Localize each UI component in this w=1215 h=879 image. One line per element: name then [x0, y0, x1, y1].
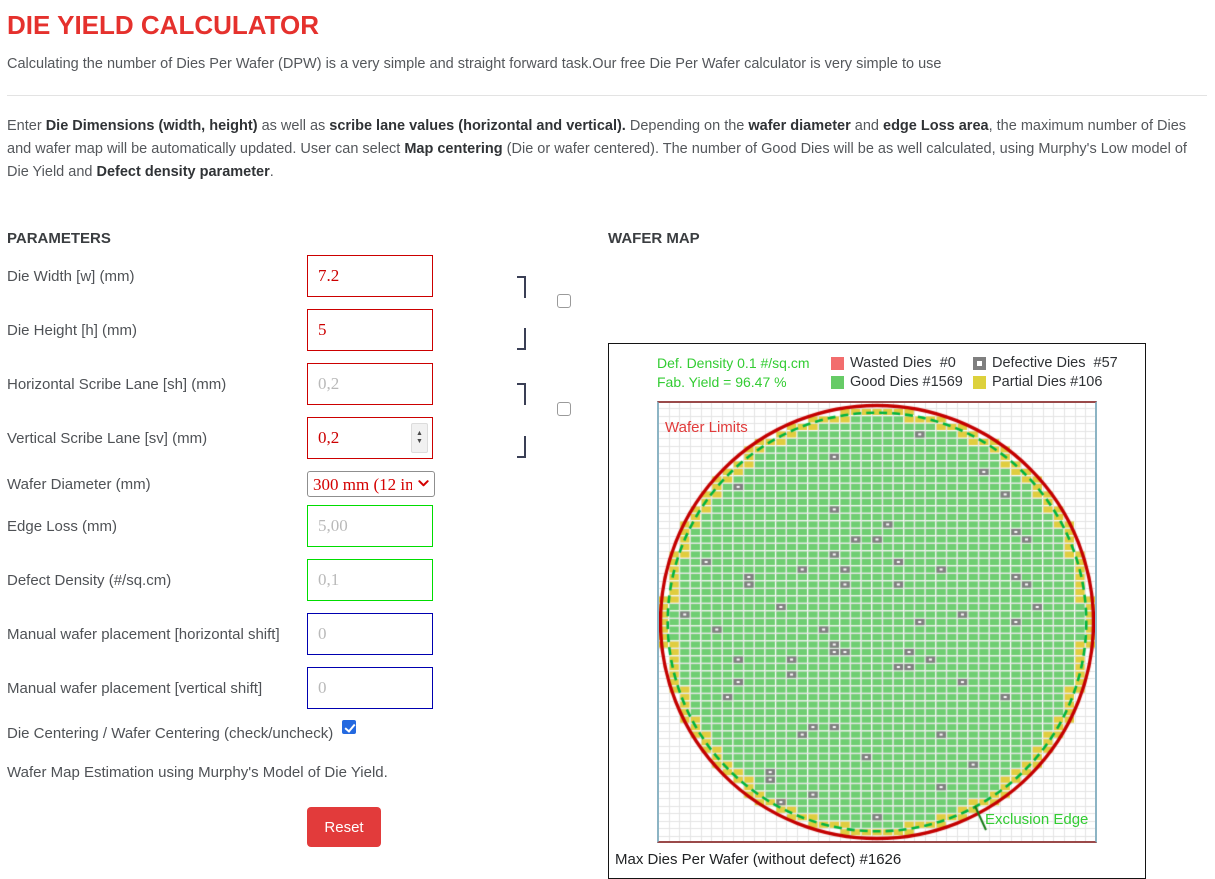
legend-item-good [831, 373, 963, 392]
partial-dies-swatch-icon [973, 376, 986, 389]
centering-row [7, 725, 608, 742]
wafer-map-box [608, 343, 1146, 879]
vertical-shift-input-label: Manual wafer placement [vertical shift] [7, 679, 263, 697]
param-row [7, 559, 608, 601]
defect-density-input[interactable] [307, 559, 433, 601]
page-title: DIE YIELD CALCULATOR [7, 10, 320, 40]
legend-column-b [973, 354, 1118, 392]
intro-paragraph: Enter Die Dimensions (width, height) as well as scribe lane values (horizontal and vertical). Depending on the wafer diameter and edge Loss area, the maximum number of Dies and wafer map will be automatically updated. User can select Map centering (Die or wafer centered). The number of Good Dies will be as well calculated, using Murphy's Low model of Die Yield and Defect density parameter. [7, 118, 1187, 180]
legend-label: Good Dies #1569 [850, 374, 963, 390]
number-spinner[interactable]: ▲ ▼ [411, 423, 428, 453]
horizontal-scribe-input-label: Horizontal Scribe Lane [sh] (mm) [7, 375, 227, 393]
edge-loss-input[interactable] [307, 505, 433, 547]
wafer-diameter-select[interactable] [307, 471, 435, 497]
vertical-shift-input[interactable] [307, 667, 433, 709]
die-width-input-label: Die Width [w] (mm) [7, 267, 135, 285]
parameters-heading: PARAMETERS [7, 230, 111, 247]
wafer-limits-label: Wafer Limits [665, 419, 748, 436]
murphy-note: Wafer Map Estimation using Murphy's Model of Die Yield. [7, 764, 388, 781]
horizontal-shift-input-label: Manual wafer placement [horizontal shift] [7, 625, 280, 643]
defect-density-input-label: Defect Density (#/sq.cm) [7, 571, 172, 589]
param-row [7, 667, 608, 709]
param-row [7, 613, 608, 655]
die-group-checkbox[interactable] [557, 294, 571, 308]
die-height-input[interactable] [307, 309, 433, 351]
wafer-plot [657, 401, 1097, 843]
wafer-canvas [659, 403, 1095, 841]
legend-label: Defective Dies #57 [992, 355, 1118, 371]
scribe-group-checkbox[interactable] [557, 402, 571, 416]
horizontal-shift-input[interactable] [307, 613, 433, 655]
die-width-input[interactable] [307, 255, 433, 297]
legend-label: Wasted Dies #0 [850, 355, 956, 371]
legend-column-a [831, 354, 963, 392]
parameters-panel [7, 230, 608, 879]
group-bracket-top-icon [517, 383, 526, 405]
defective-dies-swatch-icon [973, 357, 986, 370]
param-rows [7, 255, 608, 709]
wafer-map-panel [608, 230, 1207, 879]
centering-label: Die Centering / Wafer Centering (check/uncheck) [7, 725, 334, 742]
divider [7, 95, 1207, 96]
reset-button[interactable]: Reset [307, 807, 381, 847]
legend-item-wasted [831, 354, 963, 373]
edge-loss-input-label: Edge Loss (mm) [7, 517, 118, 535]
die-height-input-label: Die Height [h] (mm) [7, 321, 138, 339]
legend-label: Partial Dies #106 [992, 374, 1103, 390]
max-dies-caption: Max Dies Per Wafer (without defect) #1626 [615, 851, 902, 868]
die-centering-checkbox[interactable] [342, 720, 356, 734]
fab-yield-text: Fab. Yield = 96.47 % [657, 374, 787, 390]
wafer-stats [657, 354, 810, 392]
param-row [7, 471, 608, 497]
exclusion-edge-label: Exclusion Edge [985, 811, 1089, 828]
wafer-map-heading: WAFER MAP [608, 230, 700, 247]
main-content [7, 230, 1207, 879]
good-dies-swatch-icon [831, 376, 844, 389]
legend-item-defective [973, 354, 1118, 373]
wasted-dies-swatch-icon [831, 357, 844, 370]
vertical-scribe-input-label: Vertical Scribe Lane [sv] (mm) [7, 429, 208, 447]
group-bracket-bottom-icon [517, 328, 526, 350]
horizontal-scribe-input[interactable] [307, 363, 433, 405]
wafer-diameter-select-label: Wafer Diameter (mm) [7, 475, 151, 493]
legend-item-partial [973, 373, 1118, 392]
group-bracket-bottom-icon [517, 436, 526, 458]
group-bracket-top-icon [517, 276, 526, 298]
page-subtitle: Calculating the number of Dies Per Wafer (DPW) is a very simple and straight forward task.Our free Die Per Wafer calculator is very simple to use [7, 56, 942, 72]
def-density-text: Def. Density 0.1 #/sq.cm [657, 355, 810, 371]
param-row [7, 505, 608, 547]
